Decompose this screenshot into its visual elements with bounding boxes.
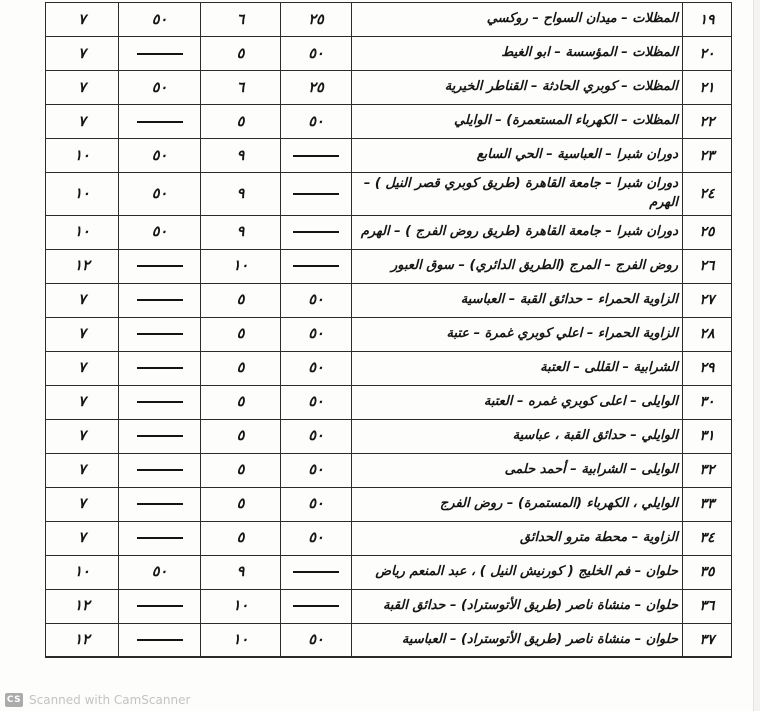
dash-line — [137, 367, 183, 369]
value-cell-2: ٥ — [201, 317, 281, 351]
route-name: المظلات – الكهرباء المستعمرة) – الوايلي — [352, 105, 683, 139]
row-number: ٢١ — [683, 71, 732, 105]
row-number: ٢٢ — [683, 105, 732, 139]
routes-table-body — [46, 3, 732, 658]
value-cell-3 — [119, 249, 201, 283]
value-cell-4: ٧ — [46, 71, 119, 105]
value-cell-4: ٧ — [46, 453, 119, 487]
dash-line — [137, 121, 183, 123]
value-cell-1: ٥٠ — [281, 283, 352, 317]
route-name: الوايلي – حدائق القبة ، عباسية — [352, 419, 683, 453]
value-cell-1: ٥٠ — [281, 37, 352, 71]
value-cell-3 — [119, 283, 201, 317]
dash-line — [137, 333, 183, 335]
dash-line — [137, 469, 183, 471]
value-cell-2: ٥ — [201, 105, 281, 139]
value-cell-1: ٥٠ — [281, 623, 352, 657]
value-cell-2: ٦ — [201, 3, 281, 37]
value-cell-1 — [281, 139, 352, 173]
value-cell-4: ١٠ — [46, 555, 119, 589]
table-row — [46, 419, 732, 453]
value-cell-2: ٥ — [201, 37, 281, 71]
table-row — [46, 589, 732, 623]
value-cell-2: ١٠ — [201, 589, 281, 623]
table-row — [46, 173, 732, 216]
route-name: المظلات – المؤسسة – ابو الغيط — [352, 37, 683, 71]
value-cell-1: ٥٠ — [281, 487, 352, 521]
table-row — [46, 317, 732, 351]
route-name: دوران شبرا – جامعة القاهرة (طريق كوبري قصر النيل ) – الهرم — [352, 173, 683, 216]
value-cell-1: ٥٠ — [281, 453, 352, 487]
value-cell-4: ١٢ — [46, 249, 119, 283]
dash-line — [293, 571, 339, 573]
route-name: المظلات – كوبري الحادثة – القناطر الخيرية — [352, 71, 683, 105]
dash-line — [137, 435, 183, 437]
row-number: ٢٦ — [683, 249, 732, 283]
route-name: روض الفرج – المرج (الطريق الدائري) – سوق العبور — [352, 249, 683, 283]
route-name: الزاوية – محطة مترو الحدائق — [352, 521, 683, 555]
table-row — [46, 283, 732, 317]
dash-line — [137, 605, 183, 607]
value-cell-2: ٥ — [201, 453, 281, 487]
value-cell-4: ٧ — [46, 385, 119, 419]
value-cell-3 — [119, 453, 201, 487]
value-cell-4: ٧ — [46, 105, 119, 139]
route-name: المظلات – ميدان السواح – روكسي — [352, 3, 683, 37]
table-row — [46, 521, 732, 555]
dash-line — [293, 265, 339, 267]
dash-line — [293, 605, 339, 607]
value-cell-2: ٥ — [201, 283, 281, 317]
value-cell-4: ٧ — [46, 3, 119, 37]
value-cell-2: ٥ — [201, 487, 281, 521]
value-cell-4: ٧ — [46, 37, 119, 71]
value-cell-2: ١٠ — [201, 623, 281, 657]
dash-line — [293, 231, 339, 233]
table-row — [46, 71, 732, 105]
dash-line — [137, 503, 183, 505]
value-cell-3 — [119, 623, 201, 657]
value-cell-1 — [281, 589, 352, 623]
value-cell-4: ٧ — [46, 317, 119, 351]
dash-line — [137, 299, 183, 301]
value-cell-1 — [281, 173, 352, 216]
route-name: حلوان – منشاة ناصر (طريق الأتوستراد) – حدائق القبة — [352, 589, 683, 623]
value-cell-3 — [119, 419, 201, 453]
value-cell-3 — [119, 351, 201, 385]
row-number: ٣٠ — [683, 385, 732, 419]
route-name: الشرابية – القللى – العتبة — [352, 351, 683, 385]
value-cell-3 — [119, 487, 201, 521]
row-number: ١٩ — [683, 3, 732, 37]
row-number: ٣٣ — [683, 487, 732, 521]
value-cell-4: ٧ — [46, 487, 119, 521]
route-name: الزاوية الحمراء – حدائق القبة – العباسية — [352, 283, 683, 317]
value-cell-4: ٧ — [46, 351, 119, 385]
value-cell-1: ٢٥ — [281, 71, 352, 105]
value-cell-3: ٥٠ — [119, 71, 201, 105]
row-number: ٣٤ — [683, 521, 732, 555]
value-cell-1: ٥٠ — [281, 317, 352, 351]
route-name: الوايلى – الشرابية – أحمد حلمى — [352, 453, 683, 487]
value-cell-3 — [119, 317, 201, 351]
value-cell-1: ٥٠ — [281, 351, 352, 385]
value-cell-2: ٩ — [201, 215, 281, 249]
dash-line — [137, 639, 183, 641]
camscanner-watermark-text: Scanned with CamScanner — [29, 693, 191, 707]
value-cell-1: ٥٠ — [281, 419, 352, 453]
value-cell-4: ٧ — [46, 283, 119, 317]
value-cell-4: ١٠ — [46, 139, 119, 173]
value-cell-3: ٥٠ — [119, 555, 201, 589]
dash-line — [137, 265, 183, 267]
table-row — [46, 487, 732, 521]
value-cell-3 — [119, 521, 201, 555]
row-number: ٣٧ — [683, 623, 732, 657]
value-cell-1 — [281, 555, 352, 589]
row-number: ٣٥ — [683, 555, 732, 589]
table-row — [46, 453, 732, 487]
camscanner-logo-icon: CS — [6, 695, 22, 705]
table-row — [46, 385, 732, 419]
route-name: دوران شبرا – العباسية – الحي السابع — [352, 139, 683, 173]
value-cell-3 — [119, 589, 201, 623]
value-cell-4: ٧ — [46, 419, 119, 453]
row-number: ٣٦ — [683, 589, 732, 623]
table-row — [46, 37, 732, 71]
value-cell-1: ٥٠ — [281, 105, 352, 139]
value-cell-4: ١٢ — [46, 623, 119, 657]
value-cell-4: ١٠ — [46, 215, 119, 249]
routes-table — [45, 2, 732, 658]
row-number: ٢٠ — [683, 37, 732, 71]
value-cell-2: ٩ — [201, 173, 281, 216]
row-number: ٣٢ — [683, 453, 732, 487]
table-row — [46, 3, 732, 37]
dash-line — [137, 401, 183, 403]
route-name: الوايلي ، الكهرباء (المستمرة) – روض الفرج — [352, 487, 683, 521]
value-cell-2: ٩ — [201, 555, 281, 589]
row-number: ٢٥ — [683, 215, 732, 249]
table-row — [46, 249, 732, 283]
value-cell-2: ٥ — [201, 521, 281, 555]
table-row — [46, 623, 732, 657]
value-cell-4: ١٠ — [46, 173, 119, 216]
value-cell-3: ٥٠ — [119, 3, 201, 37]
route-name: حلوان – فم الخليج ( كورنيش النيل ) ، عبد المنعم رياض — [352, 555, 683, 589]
route-name: حلوان – منشاة ناصر (طريق الأتوستراد) – العباسية — [352, 623, 683, 657]
dash-line — [293, 155, 339, 157]
value-cell-1: ٥٠ — [281, 521, 352, 555]
row-number: ٣١ — [683, 419, 732, 453]
value-cell-2: ٥ — [201, 419, 281, 453]
dash-line — [137, 53, 183, 55]
route-name: الزاوية الحمراء – اعلي كوبري غمرة – عتبة — [352, 317, 683, 351]
value-cell-4: ٧ — [46, 521, 119, 555]
value-cell-2: ٥ — [201, 385, 281, 419]
value-cell-2: ٥ — [201, 351, 281, 385]
camscanner-watermark — [5, 693, 190, 707]
row-number: ٢٩ — [683, 351, 732, 385]
row-number: ٢٤ — [683, 173, 732, 216]
value-cell-3 — [119, 385, 201, 419]
value-cell-1: ٢٥ — [281, 3, 352, 37]
value-cell-4: ١٢ — [46, 589, 119, 623]
route-name: دوران شبرا – جامعة القاهرة (طريق روض الفرج ) – الهرم — [352, 215, 683, 249]
value-cell-3: ٥٠ — [119, 173, 201, 216]
table-row — [46, 139, 732, 173]
value-cell-2: ٦ — [201, 71, 281, 105]
value-cell-2: ٩ — [201, 139, 281, 173]
table-row — [46, 555, 732, 589]
value-cell-3 — [119, 37, 201, 71]
value-cell-2: ١٠ — [201, 249, 281, 283]
dash-line — [293, 193, 339, 195]
row-number: ٢٨ — [683, 317, 732, 351]
row-number: ٢٧ — [683, 283, 732, 317]
value-cell-3: ٥٠ — [119, 139, 201, 173]
table-row — [46, 105, 732, 139]
table-row — [46, 215, 732, 249]
row-number: ٢٣ — [683, 139, 732, 173]
scan-edge-shadow — [753, 0, 760, 711]
value-cell-3 — [119, 105, 201, 139]
route-name: الوايلى – اعلى كوبري غمره – العتبة — [352, 385, 683, 419]
value-cell-1 — [281, 215, 352, 249]
value-cell-3: ٥٠ — [119, 215, 201, 249]
dash-line — [137, 537, 183, 539]
table-row — [46, 351, 732, 385]
value-cell-1: ٥٠ — [281, 385, 352, 419]
value-cell-1 — [281, 249, 352, 283]
